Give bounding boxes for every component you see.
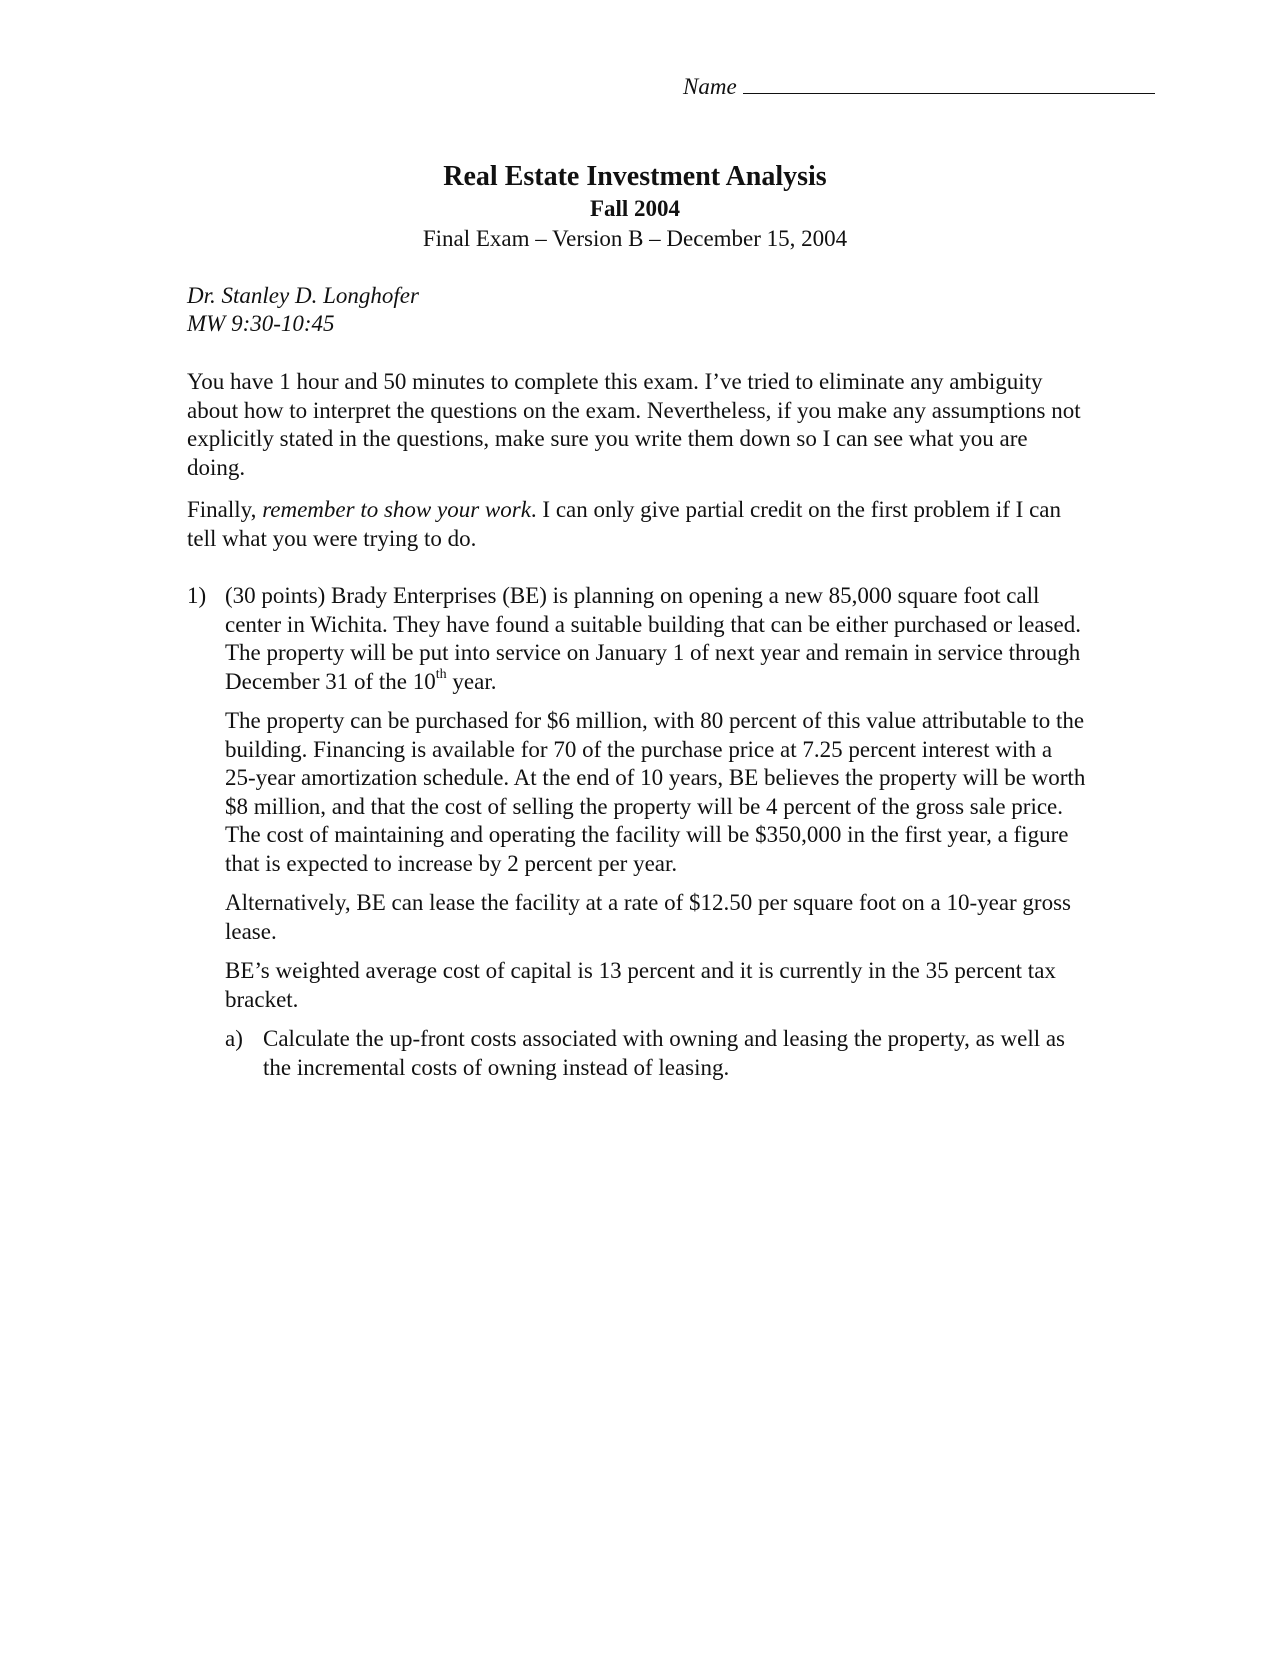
instructor-block	[187, 282, 419, 338]
question-body	[225, 582, 1087, 1082]
name-label: Name	[683, 74, 737, 99]
capital-paragraph: BE’s weighted average cost of capital is 13 percent and it is currently in the 35 percent tax bracket.	[225, 958, 1056, 1012]
instructions-paragraph-2	[187, 496, 1087, 553]
exam-info: Final Exam – Version B – December 15, 2004	[422, 226, 848, 251]
instructor-name: Dr. Stanley D. Longhofer	[187, 283, 419, 308]
instructions-paragraph-1: You have 1 hour and 50 minutes to complete this exam. I’ve tried to eliminate any ambiguity about how to interpret the questions on the exam. Nevertheless, if you make any assumptions not explicitly stated in the questions, make sure you write them down so I can see what you are doing.	[187, 369, 1081, 480]
question-number: 1)	[187, 583, 207, 608]
exam-term: Fall 2004	[589, 196, 681, 221]
class-schedule: MW 9:30-10:45	[187, 311, 335, 336]
instructions-lead: Finally,	[187, 497, 263, 522]
question-intro	[225, 582, 1087, 696]
exam-title: Real Estate Investment Analysis	[443, 161, 827, 192]
part-a	[225, 1025, 1087, 1082]
question-1	[187, 582, 1087, 1082]
instructions-rest: . I can only give partial credit on the first problem if I can tell what you were trying to do.	[187, 497, 1062, 551]
part-a-letter: a)	[225, 1026, 243, 1051]
question-intro-text: (30 points) Brady Enterprises (BE) is planning on opening a new 85,000 square foot call center in Wichita. They have found a suitable building that can be either purchased or leased. The property will be put into service on January 1 of next year and remain in service through December 31 of the 10	[225, 583, 1081, 694]
question-intro-end: year.	[446, 668, 497, 694]
question-intro-superscript: th	[435, 666, 447, 682]
name-field	[683, 74, 1155, 100]
lease-paragraph: Alternatively, BE can lease the facility at a rate of $12.50 per square foot on a 10-year gross lease.	[225, 890, 1071, 944]
part-a-text: Calculate the up-front costs associated with owning and leasing the property, as well as the incremental costs of owning instead of leasing.	[263, 1026, 1066, 1080]
name-blank-line	[743, 75, 1155, 94]
exam-header	[0, 160, 1270, 254]
purchase-paragraph: The property can be purchased for $6 million, with 80 percent of this value attributable to the building. Financing is available for 70 of the purchase price at 7.25 percent interest with a 25-year amortization schedule. At the end of 10 years, BE believes the property will be worth $8 million, and that the cost of selling the property will be 4 percent of the gross sale price. The cost of maintaining and operating the facility will be $350,000 in the first year, a figure that is expected to increase by 2 percent per year.	[225, 708, 1086, 876]
instructions-emphasis: remember to show your work	[262, 497, 531, 522]
